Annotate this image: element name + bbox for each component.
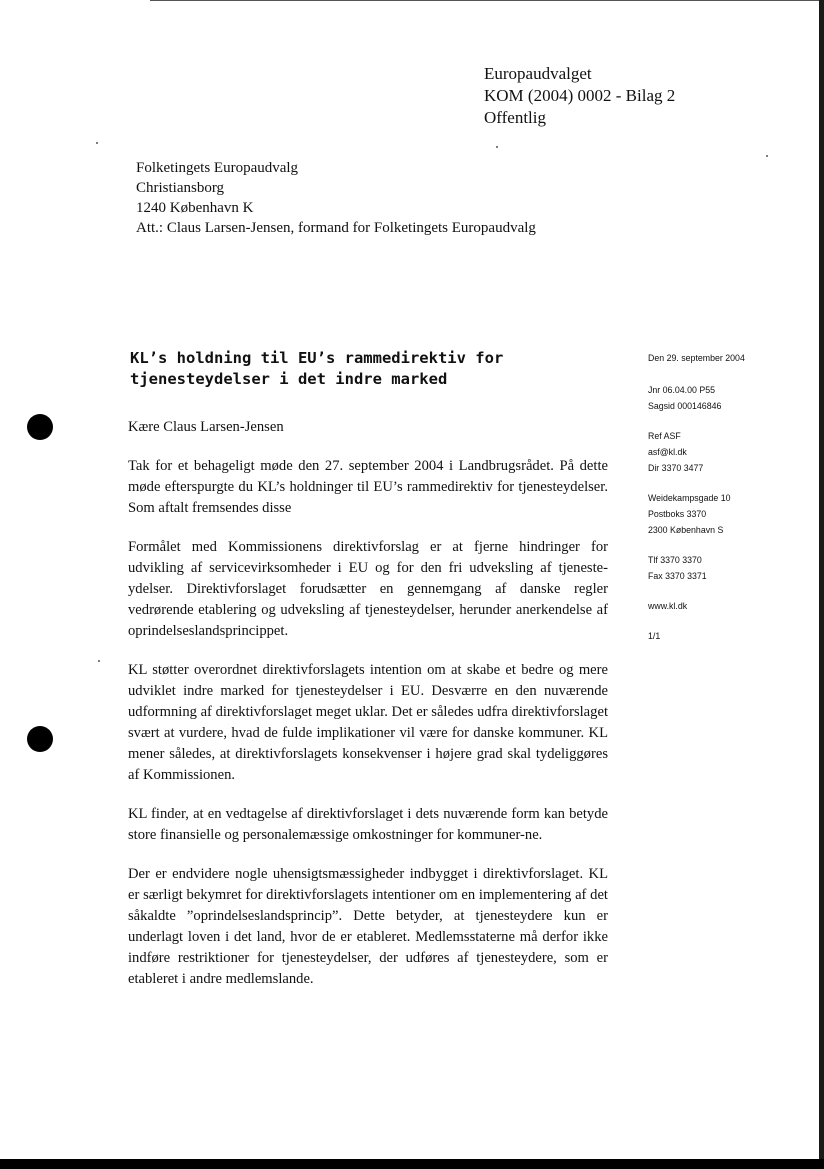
phone: Tlf 3370 3370 xyxy=(648,555,702,565)
sender-info-column xyxy=(648,350,818,658)
punch-hole-top xyxy=(27,414,53,440)
case-id: Sagsid 000146846 xyxy=(648,401,722,411)
address-line: Folketingets Europaudvalg xyxy=(136,160,299,176)
letter-paragraph: Der er endvidere nogle uhensigtsmæssigheder indbygget i direktivforslaget. KL er særligt bekymret for direktivforslagets intentioner om en implementering af det såkaldte ”oprindelseslandsprincip”. Dette betyder, at tjenesteydere kun er underlagt loven i det land, hvor de er etableret. Medlemsstaterne må derfor ikke indføre restriktioner for tjenesteydelser, der udføres af tjenesteydere, som er etableret i andre medlemslande. xyxy=(128,866,608,987)
punch-hole-bottom xyxy=(27,726,53,752)
letter-title: KL’s holdning til EU’s rammedirektiv for tjenesteydelser i det indre marked xyxy=(130,349,504,388)
stamp-committee: Europaudvalget xyxy=(484,64,592,83)
page-number: 1/1 xyxy=(648,631,661,641)
address-line: Christiansborg xyxy=(136,180,225,196)
scan-speck xyxy=(496,146,498,148)
address-line: 1240 København K xyxy=(136,200,254,216)
scan-speck xyxy=(96,142,98,144)
scan-bottom-edge xyxy=(0,1159,824,1169)
recipient-address xyxy=(136,158,536,238)
letter-body xyxy=(128,417,608,1008)
direct-phone: Dir 3370 3477 xyxy=(648,463,704,473)
reference: Ref ASF xyxy=(648,431,681,441)
letter-date: Den 29. september 2004 xyxy=(648,353,745,363)
letter-paragraph: KL støtter overordnet direktivforslagets intention om at skabe et bedre og mere udviklet indre marked for tjenesteydelser i EU. Desværre en den nuværende udformning af direktivforslaget meget uklar. Det er således udfra direktivforslaget svært at vurdere, hvad de fulde implikationer vil være for danske kommuner. KL mener således, at direktivforslagets konsekvenser i højere grad skal tydeliggøres af Kommissionen. xyxy=(128,662,608,783)
stamp-status: Offentlig xyxy=(484,108,547,127)
stamp-reference: KOM (2004) 0002 - Bilag 2 xyxy=(484,86,676,105)
postal-city: 2300 København S xyxy=(648,525,724,535)
scan-top-edge xyxy=(150,0,824,1)
journal-number: Jnr 06.04.00 P55 xyxy=(648,385,716,395)
street-address: Weidekampsgade 10 xyxy=(648,493,731,503)
fax: Fax 3370 3371 xyxy=(648,571,707,581)
archive-stamp xyxy=(484,63,675,129)
letter-paragraph: Formålet med Kommissionens direktivforslag er at fjerne hindringer for udvikling af servicevirksomheder i EU og for den fri udveksling af tjeneste-ydelser. Direktivforslaget forudsætter en gennemgang af danske regler vedrørende etablering og udveksling af tjenesteydelser, herunder anerkendelse af oprindelseslandsprincippet. xyxy=(128,539,608,639)
scan-right-edge xyxy=(819,0,824,1169)
scan-speck xyxy=(98,660,100,662)
letter-paragraph: Tak for et behageligt møde den 27. september 2004 i Landbrugsrådet. På dette møde efterspurgte du KL’s holdninger til EU’s rammedirektiv for tjenesteydelser. Som aftalt fremsendes disse xyxy=(128,458,608,516)
letter-paragraph: KL finder, at en vedtagelse af direktivforslaget i dets nuværende form kan betyde store finansielle og personalemæssige omkostninger for kommuner-ne. xyxy=(128,806,608,843)
letter-greeting: Kære Claus Larsen-Jensen xyxy=(128,419,284,435)
po-box: Postboks 3370 xyxy=(648,509,707,519)
address-attention: Att.: Claus Larsen-Jensen, formand for Folketingets Europaudvalg xyxy=(136,220,536,236)
scan-speck xyxy=(766,155,768,157)
email: asf@kl.dk xyxy=(648,447,687,457)
website: www.kl.dk xyxy=(648,601,688,611)
